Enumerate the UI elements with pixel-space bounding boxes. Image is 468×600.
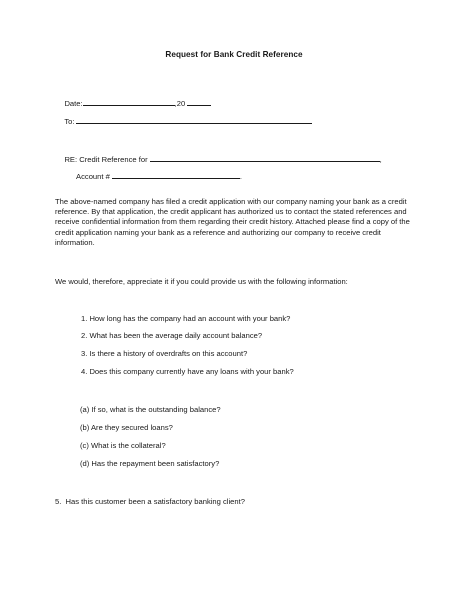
to-line [56,106,312,137]
loan-question-c: (c) What is the collateral? [80,441,166,450]
loan-question-d: (d) Has the repayment been satisfactory? [80,459,220,468]
account-label: Account # [76,172,110,181]
account-end: . [239,172,242,181]
re-label: RE: Credit Reference for [64,155,148,164]
request-line: We would, therefore, appreciate it if you could provide us with the following information: [55,277,348,286]
date-label: Date: [64,99,83,108]
date-year-prefix: ,20 [174,99,186,108]
question-4: 4. Does this company currently have any loans with your bank? [81,367,294,376]
account-blank[interactable] [112,171,240,179]
question-5: 5. Has this customer been a satisfactory banking client? [55,497,245,506]
loan-question-a: (a) If so, what is the outstanding balance? [80,405,221,414]
date-blank[interactable] [83,98,175,106]
question-3: 3. Is there a history of overdrafts on this account? [81,349,248,358]
loan-question-b: (b) Are they secured loans? [80,423,173,432]
re-end: , [379,155,382,164]
question-2: 2. What has been the average daily account balance? [81,331,263,340]
year-blank[interactable] [187,98,211,106]
document-title: Request for Bank Credit Reference [165,50,303,59]
question-1: 1. How long has the company had an account with your bank? [81,314,291,323]
to-blank[interactable] [76,116,312,124]
intro-paragraph: The above-named company has filed a credit application with our company naming your bank as a credit reference. By that application, the credit applicant has authorized us to contact the stated references and receive confidential information from them regarding their credit history. Attached please find a copy of the credit application naming your bank as a reference and authorizing our company to receive credit information. [55,197,410,247]
to-label: To: [64,117,75,126]
account-line [68,161,242,192]
